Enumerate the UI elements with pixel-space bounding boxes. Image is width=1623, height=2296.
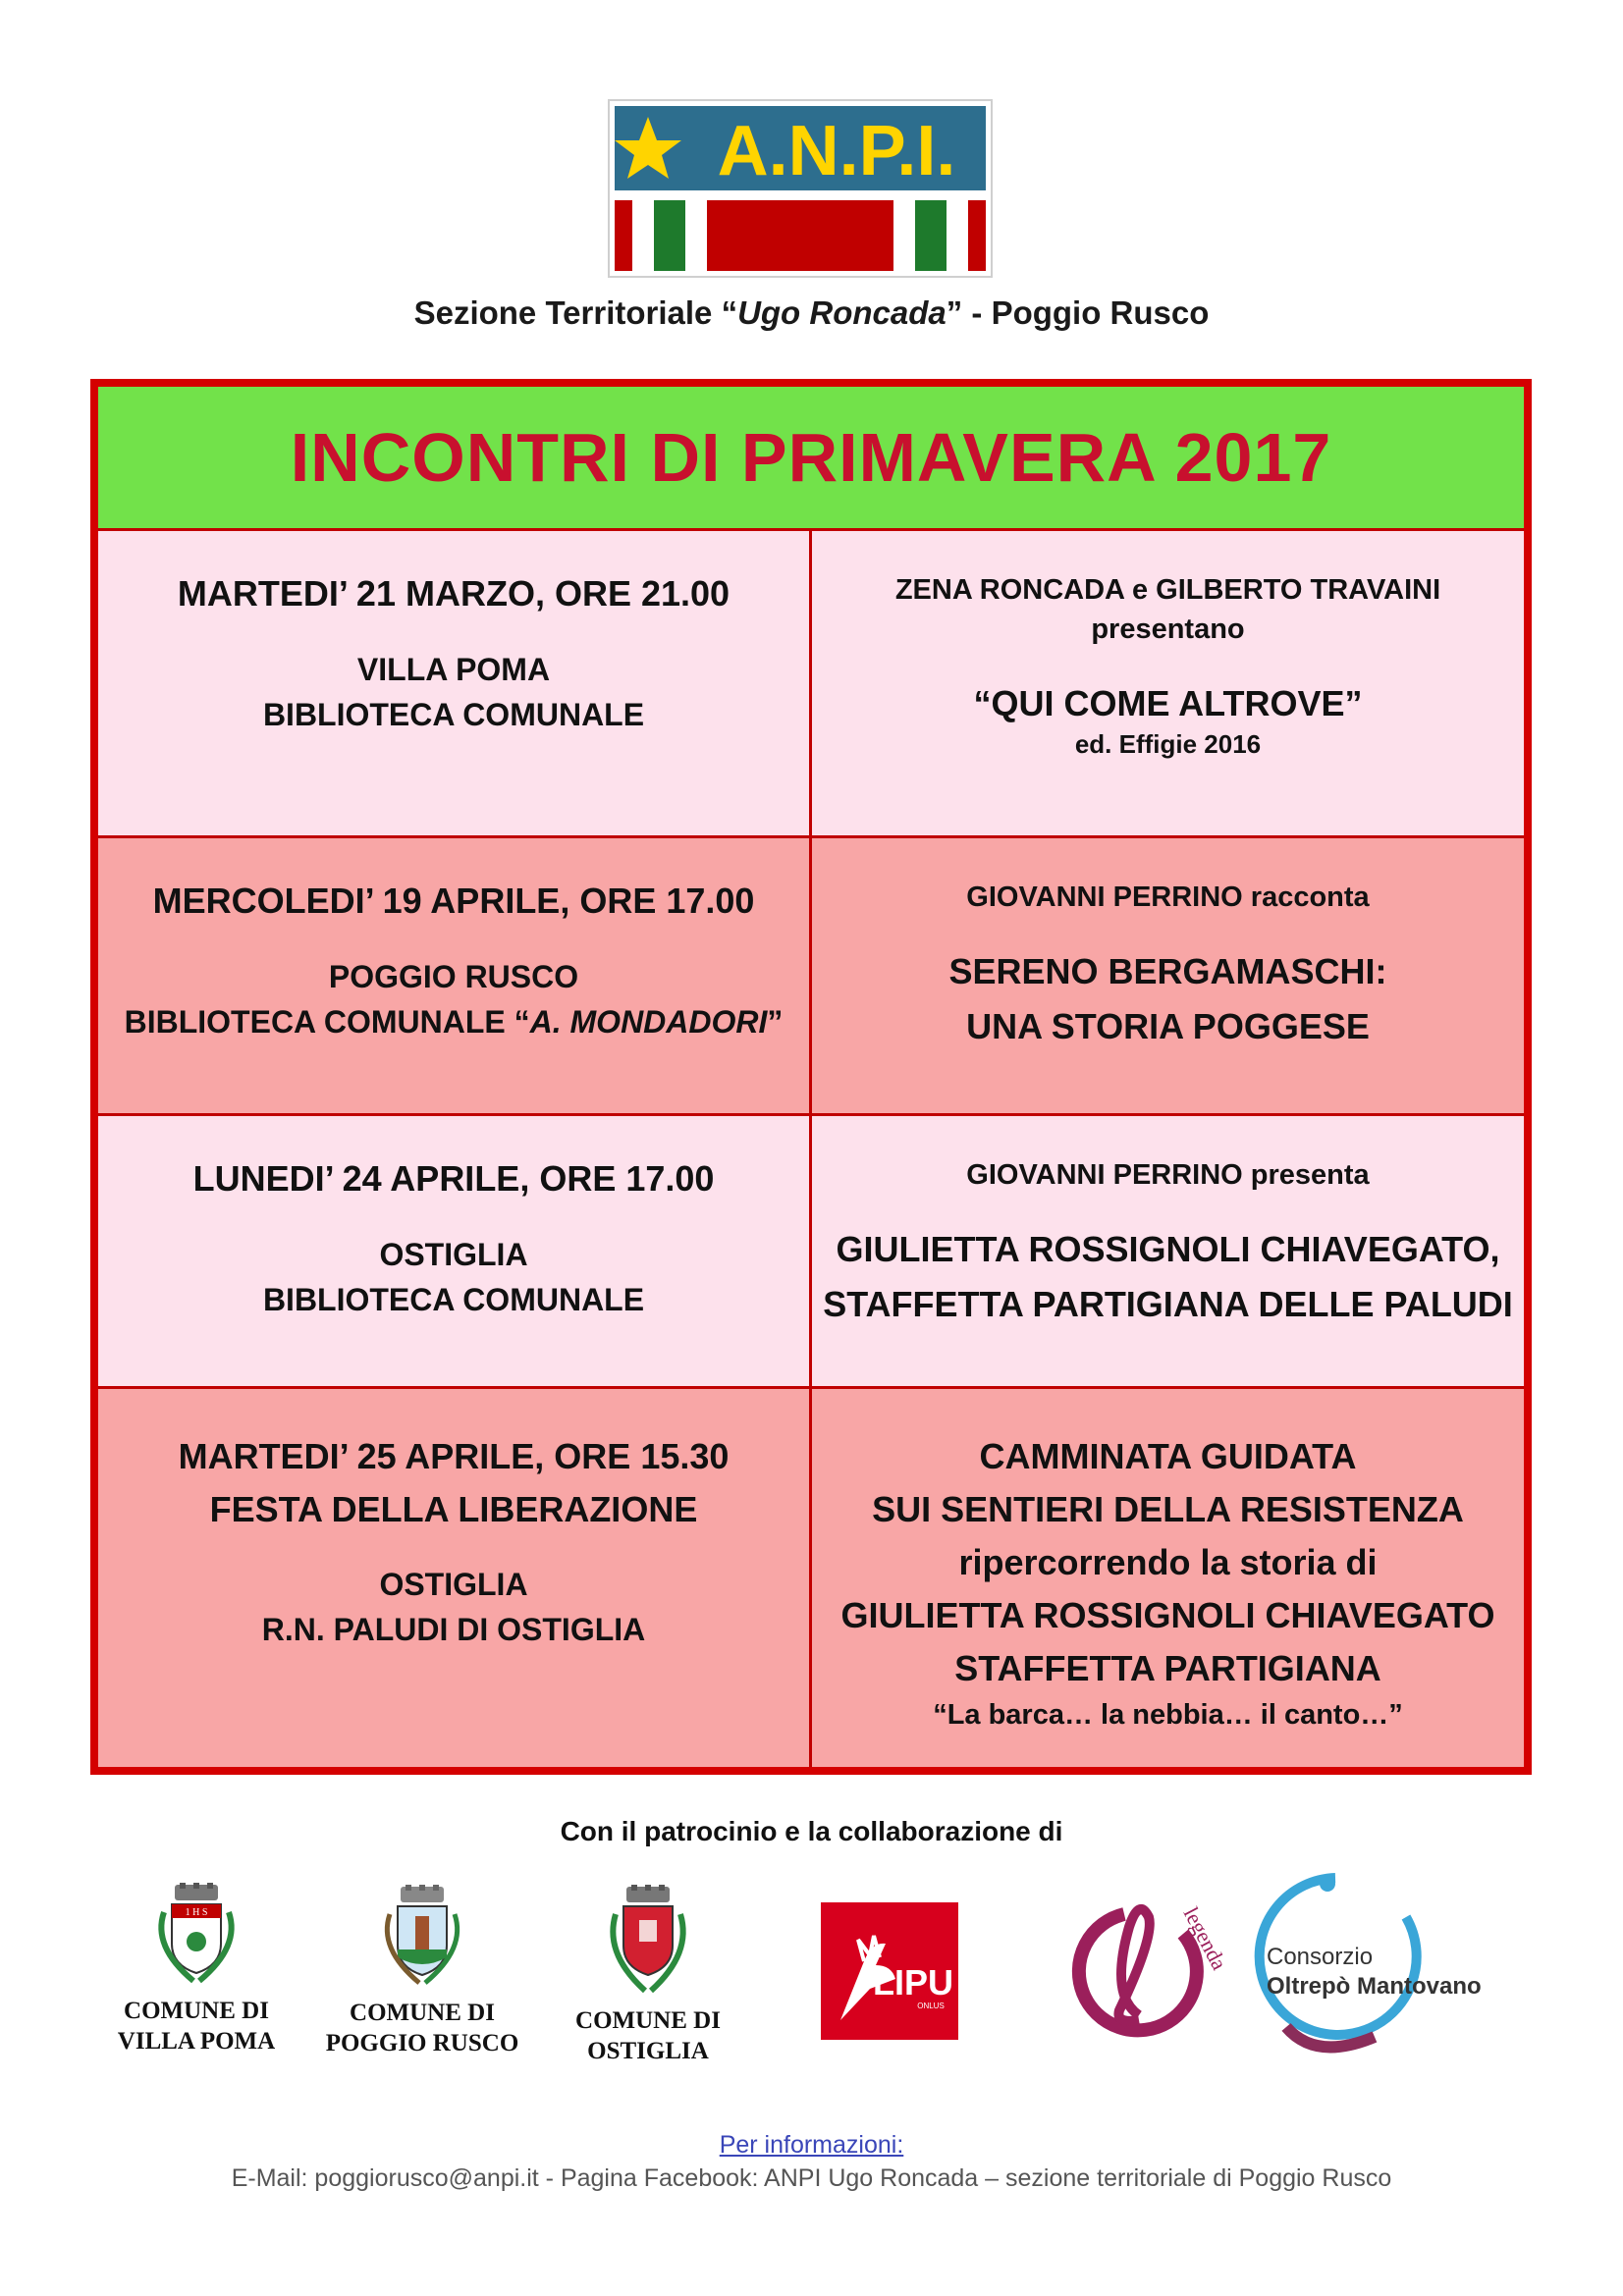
coat-of-arms-icon xyxy=(142,1883,250,1991)
event-row xyxy=(98,531,1524,838)
event-line: SUI SENTIERI DELLA RESISTENZA xyxy=(872,1489,1464,1529)
coat-of-arms-icon xyxy=(368,1885,476,1993)
event-presenter: GIOVANNI PERRINO presenta xyxy=(966,1159,1370,1191)
event-place: POGGIO RUSCO xyxy=(328,959,579,994)
event-line: GIULIETTA ROSSIGNOLI CHIAVEGATO xyxy=(840,1595,1495,1635)
sponsor-poggio-rusco: COMUNE DI POGGIO RUSCO xyxy=(324,1885,520,2058)
event-work: “QUI COME ALTROVE” xyxy=(973,683,1363,723)
anpi-logo xyxy=(609,100,992,277)
logo-text: A.N.P.I. xyxy=(717,112,956,190)
svg-text:LIPU: LIPU xyxy=(872,1962,954,2002)
svg-text:legenda: legenda xyxy=(1178,1902,1232,1974)
event-presenter: GIOVANNI PERRINO racconta xyxy=(966,881,1370,913)
sponsor-legenda xyxy=(1046,1873,1232,2059)
event-description xyxy=(812,1389,1524,1767)
event-note: ed. Effigie 2016 xyxy=(1074,729,1262,759)
event-when-where xyxy=(98,838,812,1113)
program-title-band xyxy=(98,387,1524,531)
program-title: INCONTRI DI PRIMAVERA 2017 xyxy=(290,419,1332,496)
event-date: MARTEDI’ 25 APRILE, ORE 15.30 xyxy=(178,1436,730,1476)
event-line: CAMMINATA GUIDATA xyxy=(979,1436,1357,1476)
sponsor-consorzio-oltrepo xyxy=(1247,1870,1522,2066)
event-quote: “La barca… la nebbia… il canto…” xyxy=(933,1699,1403,1731)
event-venue: BIBLIOTECA COMUNALE xyxy=(262,697,645,732)
event-venue: R.N. PALUDI DI OSTIGLIA xyxy=(261,1612,646,1647)
event-presenter: ZENA RONCADA e GILBERTO TRAVAINI xyxy=(894,574,1441,606)
sponsors-heading: Con il patrocinio e la collaborazione di xyxy=(560,1816,1063,1846)
svg-text:ONLUS: ONLUS xyxy=(917,2002,945,2010)
event-line: STAFFETTA PARTIGIANA xyxy=(954,1648,1381,1688)
footer-info xyxy=(0,2128,1623,2195)
event-work: UNA STORIA POGGESE xyxy=(966,1006,1370,1046)
event-row xyxy=(98,838,1524,1116)
sponsor-villa-poma: 1 H S COMUNE DI VILLA POMA xyxy=(108,1883,285,2056)
event-occasion: FESTA DELLA LIBERAZIONE xyxy=(209,1489,698,1529)
program-table xyxy=(90,379,1532,1775)
event-place: VILLA POMA xyxy=(356,652,551,687)
event-venue: BIBLIOTECA COMUNALE “A. MONDADORI” xyxy=(124,1004,784,1040)
event-line: ripercorrendo la storia di xyxy=(958,1542,1378,1582)
event-date: LUNEDI’ 24 APRILE, ORE 17.00 xyxy=(192,1158,715,1199)
event-date: MERCOLEDI’ 19 APRILE, ORE 17.00 xyxy=(152,881,755,921)
svg-text:Oltrepò Mantovano: Oltrepò Mantovano xyxy=(1267,1973,1482,2000)
event-when-where xyxy=(98,1116,812,1386)
event-description xyxy=(812,531,1524,835)
event-row xyxy=(98,1116,1524,1389)
event-work: STAFFETTA PARTIGIANA DELLE PALUDI xyxy=(823,1284,1513,1324)
event-description xyxy=(812,1116,1524,1386)
oltrepo-logo-icon xyxy=(1247,1870,1522,2066)
event-work: GIULIETTA ROSSIGNOLI CHIAVEGATO, xyxy=(836,1229,1500,1269)
svg-text:Consorzio: Consorzio xyxy=(1267,1944,1374,1970)
event-row xyxy=(98,1389,1524,1767)
event-description xyxy=(812,838,1524,1113)
event-date: MARTEDI’ 21 MARZO, ORE 21.00 xyxy=(177,573,730,614)
sponsor-ostiglia: COMUNE DI OSTIGLIA xyxy=(560,1885,736,2066)
event-when-where xyxy=(98,1389,812,1767)
legenda-logo-icon xyxy=(1046,1873,1232,2059)
event-venue: BIBLIOTECA COMUNALE xyxy=(262,1282,645,1317)
event-place: OSTIGLIA xyxy=(379,1567,528,1602)
coat-of-arms-icon xyxy=(594,1885,702,2001)
svg-text:1 H S: 1 H S xyxy=(185,1907,208,1918)
event-place: OSTIGLIA xyxy=(379,1237,528,1272)
event-work: SERENO BERGAMASCHI: xyxy=(948,951,1387,991)
hoopoe-logo-icon xyxy=(821,1902,958,2040)
flag-stripes xyxy=(615,200,986,271)
event-verb: presentano xyxy=(1091,614,1245,645)
event-when-where xyxy=(98,531,812,835)
info-label[interactable]: Per informazioni: xyxy=(719,2131,904,2159)
contact-line: E-Mail: poggiorusco@anpi.it - Pagina Facebook: ANPI Ugo Roncada – sezione territoriale di Poggio Rusco xyxy=(231,2164,1392,2192)
section-subtitle: Sezione Territoriale “Ugo Roncada” - Poggio Rusco xyxy=(413,294,1210,331)
sponsor-lipu xyxy=(821,1902,958,2040)
